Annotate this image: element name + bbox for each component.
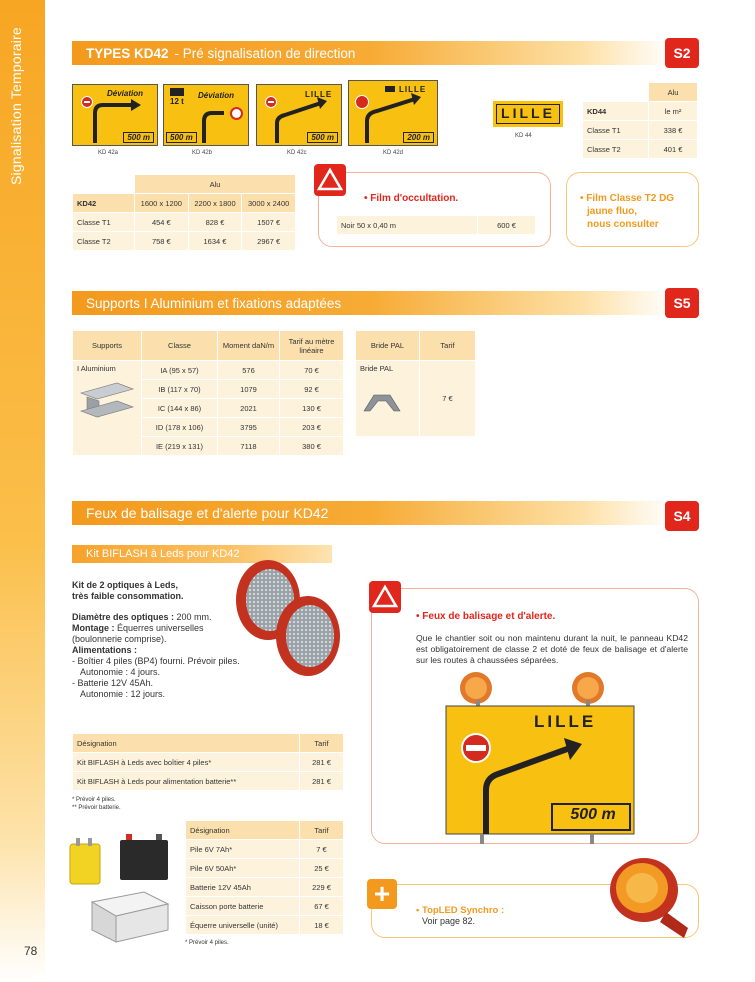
sign-caption: KD 42c xyxy=(287,150,307,156)
sign-distance: 500 m xyxy=(166,132,197,143)
table-cell: ID (178 x 106) xyxy=(142,418,218,437)
table-cell: 7118 xyxy=(218,437,280,456)
table-cell: Équerre universelle (unité) xyxy=(186,916,300,935)
table-cell: IB (117 x 70) xyxy=(142,380,218,399)
alim-item: Autonomie : 4 jours. xyxy=(80,667,161,677)
section-header-supports: Supports I Aluminium et fixations adaptées xyxy=(72,291,672,315)
table-cell: 2021 xyxy=(218,399,280,418)
table-cell: 1600 x 1200 xyxy=(135,194,189,213)
alim-item: Autonomie : 12 jours. xyxy=(80,689,166,699)
table-cell: 338 € xyxy=(649,121,698,140)
table-header: Alu xyxy=(649,83,698,102)
table-cell: 1634 € xyxy=(188,232,242,251)
table-cell: 828 € xyxy=(188,213,242,232)
section-title-rest: - Pré signalisation de direction xyxy=(174,45,356,61)
table-cell: Batterie 12V 45Ah xyxy=(186,878,300,897)
table-header: Supports xyxy=(73,331,142,361)
film-t2-line2: jaune fluo, xyxy=(587,206,637,217)
table-cell: 203 € xyxy=(280,418,344,437)
sign-weight: 12 t xyxy=(170,97,184,106)
table-cell: Classe T2 xyxy=(583,140,649,159)
plus-icon: + xyxy=(367,879,397,909)
table-cell: Kit BIFLASH à Leds pour alimentation batterie** xyxy=(73,772,300,791)
topled-title: • TopLED Synchro : xyxy=(416,905,505,916)
supports-product-cell xyxy=(73,361,142,456)
accessories-price-table xyxy=(185,820,344,935)
section-header-feux: Feux de balisage et d'alerte pour KD42 xyxy=(72,501,672,525)
sign-text: Déviation xyxy=(107,89,144,98)
alim-item: - Boîtier 4 piles (BP4) fourni. Prévoir piles. xyxy=(72,656,240,666)
montage-label: Montage : xyxy=(72,623,115,633)
table-cell: 454 € xyxy=(135,213,189,232)
table-cell: IE (219 x 131) xyxy=(142,437,218,456)
alim-label: Alimentations : xyxy=(72,645,138,655)
code-badge-s4: S4 xyxy=(665,501,699,531)
diam-value: 200 mm. xyxy=(174,612,212,622)
table-cell: Classe T2 xyxy=(73,232,135,251)
code-badge-s5: S5 xyxy=(665,288,699,318)
supports-price-table xyxy=(72,330,344,456)
film-t2-line1: • Film Classe T2 DG xyxy=(580,193,675,204)
code-badge-s2: S2 xyxy=(665,38,699,68)
table-cell: 2200 x 1800 xyxy=(188,194,242,213)
kd42-sign-distance: 500 m xyxy=(570,806,616,823)
kd42-price-table xyxy=(72,174,296,251)
film-t2-line3: nous consulter xyxy=(587,219,659,230)
bride-price-table xyxy=(355,330,476,437)
page-number: 78 xyxy=(24,944,38,958)
table-cell: KD44 xyxy=(583,102,649,121)
sign-caption: KD 42a xyxy=(98,150,119,156)
table-cell: 1507 € xyxy=(242,213,296,232)
biflash-price-table xyxy=(72,733,344,791)
montage-value: Équerres universelles xyxy=(114,623,204,633)
table-cell: 25 € xyxy=(300,859,344,878)
table-cell: Classe T1 xyxy=(73,213,135,232)
biflash-lights-image xyxy=(232,556,344,678)
table-header: Moment daN/m xyxy=(218,331,280,361)
sign-kd42a xyxy=(72,84,158,146)
footnote: * Prévoir 4 piles. xyxy=(72,797,116,803)
table-cell: 3000 x 2400 xyxy=(242,194,296,213)
table-header: Alu xyxy=(135,175,296,194)
batteries-image xyxy=(64,830,184,946)
diam-label: Diamètre des optiques : xyxy=(72,612,175,622)
table-header: Classe xyxy=(142,331,218,361)
feux-text: Que le chantier soit ou non maintenu durant la nuit, le panneau KD42 est obligatoirement de classe 2 et doté de feux de balisage et d'alerte sur les routes à chaussées séparées. xyxy=(416,633,688,665)
topled-text: Voir page 82. xyxy=(422,916,476,926)
intro-line: très faible consommation. xyxy=(72,591,184,601)
sign-distance: 200 m xyxy=(403,132,434,143)
section-title-bold: TYPES KD42 xyxy=(86,45,169,61)
footnote: ** Prévoir batterie. xyxy=(72,805,121,811)
table-cell: 600 € xyxy=(478,216,536,235)
table-header: Tarif xyxy=(300,734,344,753)
table-cell: Caisson porte batterie xyxy=(186,897,300,916)
table-cell: 401 € xyxy=(649,140,698,159)
warning-icon xyxy=(369,581,401,613)
bride-name: Bride PAL xyxy=(360,364,394,373)
table-cell: 576 xyxy=(218,361,280,380)
feux-title: • Feux de balisage et d'alerte. xyxy=(416,611,556,622)
alim-item: - Batterie 12V 45Ah. xyxy=(72,678,154,688)
footnote: * Prévoir 4 piles. xyxy=(185,940,229,946)
topled-light-image xyxy=(604,852,698,942)
table-cell: 281 € xyxy=(300,772,344,791)
sign-caption: KD 42d xyxy=(383,150,404,156)
table-cell: IA (95 x 57) xyxy=(142,361,218,380)
table-cell: Pile 6V 7Ah* xyxy=(186,840,300,859)
table-cell: Pile 6V 50Ah* xyxy=(186,859,300,878)
table-header: Bride PAL xyxy=(356,331,420,361)
sign-kd44-text: LILLE xyxy=(496,104,560,124)
support-name: I Aluminium xyxy=(77,364,116,373)
table-cell: 67 € xyxy=(300,897,344,916)
i-beam-icon xyxy=(77,379,137,425)
bracket-icon xyxy=(360,387,404,417)
table-header: Tarif xyxy=(420,331,476,361)
table-header: Désignation xyxy=(186,821,300,840)
table-header: Tarif au mètre linéaire xyxy=(280,331,344,361)
sign-text: LILLE xyxy=(399,85,427,94)
table-cell: KD42 xyxy=(73,194,135,213)
biflash-description xyxy=(72,580,240,700)
table-header: Tarif xyxy=(300,821,344,840)
sign-kd42d xyxy=(348,80,438,146)
sign-text: Déviation xyxy=(198,91,235,100)
sign-text: LILLE xyxy=(305,90,333,99)
table-cell: le m² xyxy=(649,102,698,121)
sign-distance: 500 m xyxy=(123,132,154,143)
table-cell: 758 € xyxy=(135,232,189,251)
table-cell: 1079 xyxy=(218,380,280,399)
table-cell: 229 € xyxy=(300,878,344,897)
film-occultation-box xyxy=(318,172,551,247)
sign-kd42c xyxy=(256,84,342,146)
table-cell: 70 € xyxy=(280,361,344,380)
film-title: • Film d'occultation. xyxy=(364,193,459,204)
table-cell: 7 € xyxy=(420,361,476,437)
sidebar-title: Signalisation Temporaire xyxy=(8,27,24,185)
table-cell: 7 € xyxy=(300,840,344,859)
table-cell: IC (144 x 86) xyxy=(142,399,218,418)
table-cell: Kit BIFLASH à Leds avec boîtier 4 piles* xyxy=(73,753,300,772)
table-cell: 18 € xyxy=(300,916,344,935)
warning-icon xyxy=(314,164,346,196)
kd44-price-table xyxy=(582,82,698,159)
sign-kd44 xyxy=(493,101,563,127)
sign-distance: 500 m xyxy=(307,132,338,143)
table-cell: Noir 50 x 0,40 m xyxy=(337,216,478,235)
bride-product-cell xyxy=(356,361,420,437)
kd42-sign-text: LILLE xyxy=(534,712,597,731)
sign-caption: KD 42b xyxy=(192,150,213,156)
intro-line: Kit de 2 optiques à Leds, xyxy=(72,580,179,590)
subsection-header-biflash: Kit BIFLASH à Leds pour KD42 xyxy=(72,545,332,563)
table-header: Désignation xyxy=(73,734,300,753)
table-cell: 3795 xyxy=(218,418,280,437)
sidebar xyxy=(0,0,45,982)
table-cell: 380 € xyxy=(280,437,344,456)
section-header-kd42 xyxy=(72,41,672,65)
table-cell: 92 € xyxy=(280,380,344,399)
table-cell: 130 € xyxy=(280,399,344,418)
film-price-table xyxy=(336,215,536,235)
table-cell: 2967 € xyxy=(242,232,296,251)
table-cell: Classe T1 xyxy=(583,121,649,140)
montage-value2: (boulonnerie comprise). xyxy=(72,634,167,644)
sign-kd42b xyxy=(163,84,249,146)
table-cell: 281 € xyxy=(300,753,344,772)
sign-caption: KD 44 xyxy=(515,133,532,139)
